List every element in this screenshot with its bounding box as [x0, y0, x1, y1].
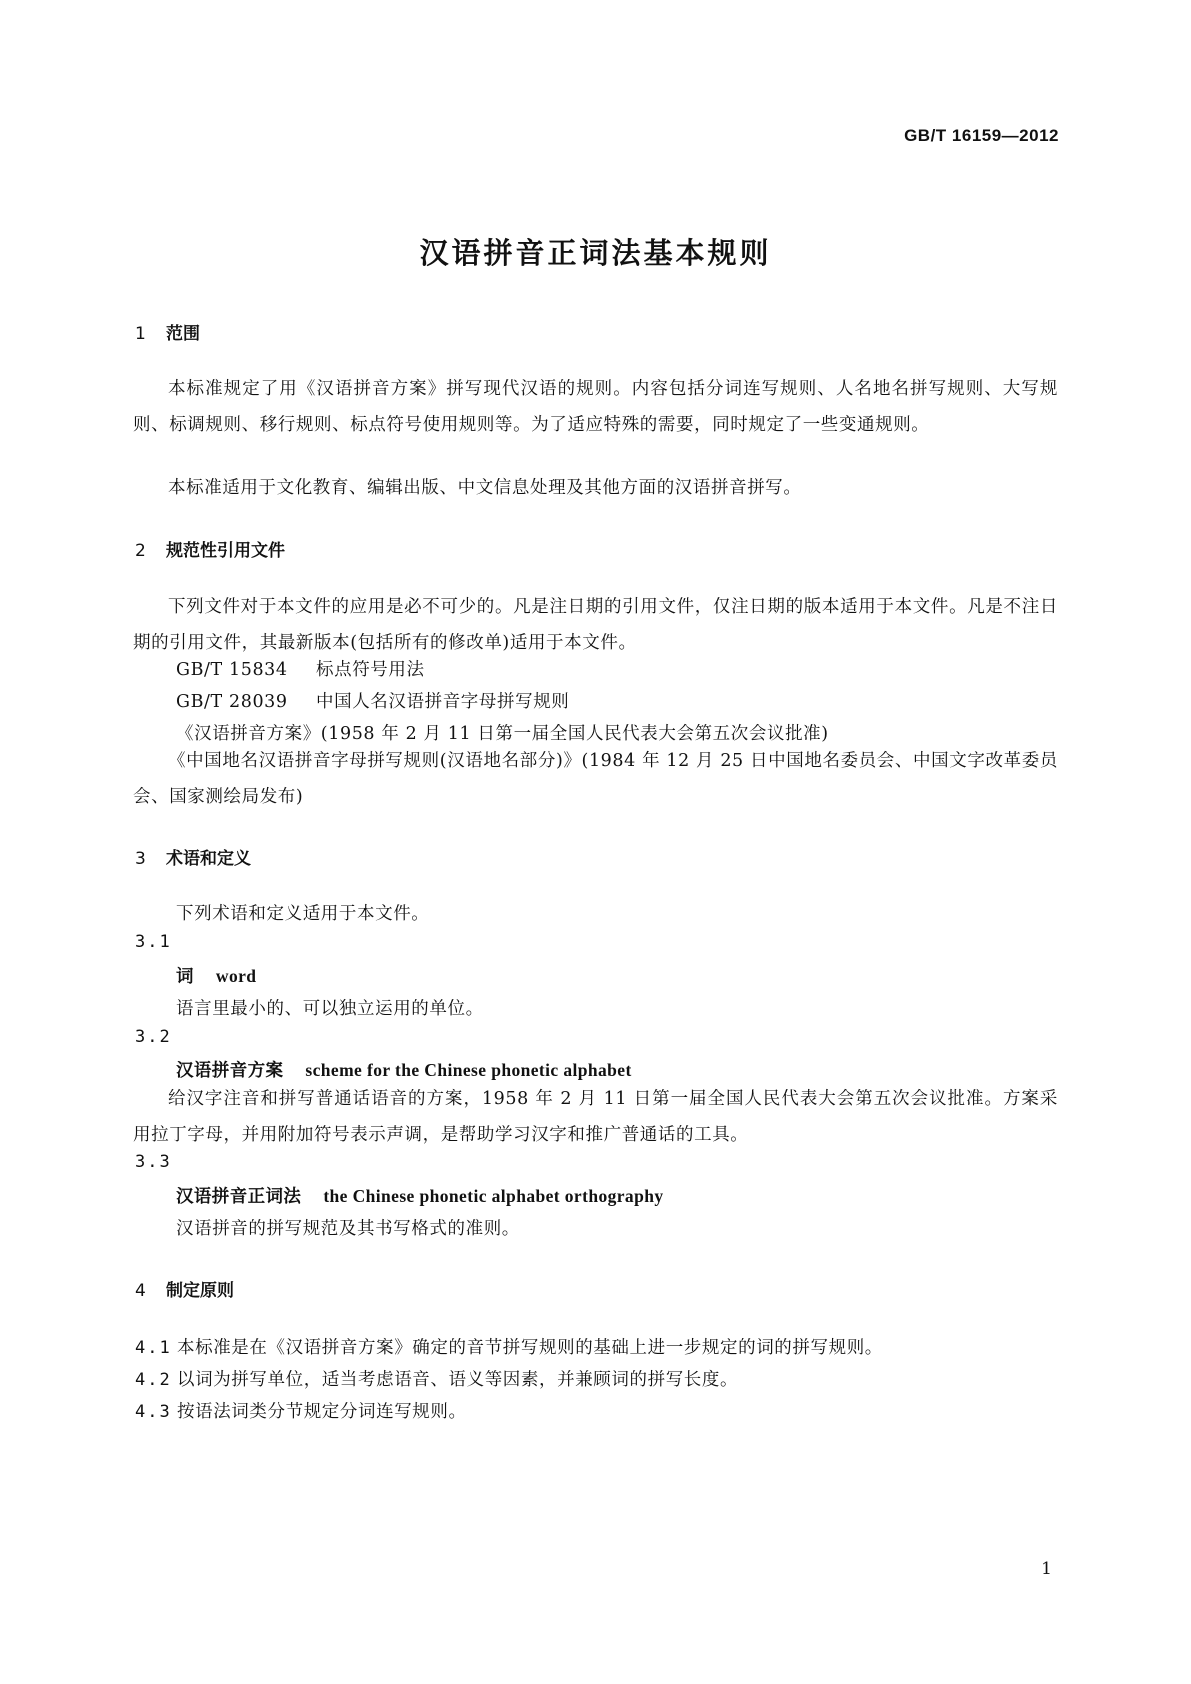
term-en: word	[215, 966, 257, 986]
principle-clause	[135, 1334, 883, 1359]
principle-clause	[135, 1366, 738, 1391]
clause-number: 4.1	[135, 1338, 172, 1358]
section-number: 2	[135, 541, 146, 561]
normative-reference	[176, 688, 569, 713]
section-number: 4	[135, 1281, 146, 1301]
reference-title: 中国人名汉语拼音字母拼写规则	[316, 692, 570, 712]
term-number: 3.1	[135, 932, 172, 952]
normative-reference: 《汉语拼音方案》(1958 年 2 月 11 日第一届全国人民代表大会第五次会议批准)	[176, 724, 829, 744]
section-1-heading	[135, 319, 200, 344]
normative-reference: 《中国地名汉语拼音字母拼写规则(汉语地名部分)》(1984 年 12 月 25 日中国地名委员会、中国文字改革委员会、国家测绘局发布)	[133, 751, 1058, 807]
clause-text: 按语法词类分节规定分词连写规则。	[177, 1402, 467, 1422]
reference-code: GB/T 15834	[176, 660, 288, 680]
term-definition: 汉语拼音的拼写规范及其书写格式的准则。	[176, 1219, 520, 1239]
section-1-paragraph-2: 本标准适用于文化教育、编辑出版、中文信息处理及其他方面的汉语拼音拼写。	[168, 478, 802, 498]
section-title: 规范性引用文件	[166, 541, 285, 561]
clause-text: 本标准是在《汉语拼音方案》确定的音节拼写规则的基础上进一步规定的词的拼写规则。	[177, 1338, 883, 1358]
section-2-paragraph-1: 下列文件对于本文件的应用是必不可少的。凡是注日期的引用文件，仅注日期的版本适用于本文件。凡是不注日期的引用文件，其最新版本(包括所有的修改单)适用于本文件。	[133, 597, 1058, 653]
page-number: 1	[1041, 1559, 1052, 1579]
section-3-intro: 下列术语和定义适用于本文件。	[176, 904, 430, 924]
section-title: 范围	[166, 324, 200, 344]
reference-code: GB/T 28039	[176, 692, 288, 712]
clause-number: 4.2	[135, 1370, 172, 1390]
term-heading	[176, 1057, 632, 1082]
term-zh: 汉语拼音正词法	[176, 1187, 302, 1207]
document-title: 汉语拼音正词法基本规则	[419, 236, 772, 270]
term-en: the Chinese phonetic alphabet orthography	[323, 1186, 664, 1206]
term-definition: 给汉字注音和拼写普通话语音的方案，1958 年 2 月 11 日第一届全国人民代表大会第五次会议批准。方案采用拉丁字母，并用附加符号表示声调，是帮助学习汉字和推广普通话的工具。	[133, 1089, 1058, 1145]
clause-number: 4.3	[135, 1402, 172, 1422]
section-3-heading	[135, 844, 251, 869]
term-number: 3.2	[135, 1027, 172, 1047]
clause-text: 以词为拼写单位，适当考虑语音、语义等因素，并兼顾词的拼写长度。	[177, 1370, 739, 1390]
term-zh: 汉语拼音方案	[176, 1061, 284, 1081]
section-4-heading	[135, 1276, 234, 1301]
principle-clause	[135, 1398, 467, 1423]
section-1-paragraph-1: 本标准规定了用《汉语拼音方案》拼写现代汉语的规则。内容包括分词连写规则、人名地名拼写规则、大写规则、标调规则、移行规则、标点符号使用规则等。为了适应特殊的需要，同时规定了一些变通规则。	[133, 379, 1058, 435]
term-definition: 语言里最小的、可以独立运用的单位。	[176, 999, 484, 1019]
term-heading	[176, 1183, 664, 1208]
section-title: 术语和定义	[166, 849, 251, 869]
term-number: 3.3	[135, 1152, 172, 1172]
normative-reference	[176, 656, 425, 681]
term-en: scheme for the Chinese phonetic alphabet	[305, 1060, 632, 1080]
standard-code: GB/T 16159—2012	[904, 126, 1059, 145]
term-heading	[176, 963, 256, 988]
section-title: 制定原则	[166, 1281, 234, 1301]
reference-title: 标点符号用法	[316, 660, 425, 680]
section-2-heading	[135, 536, 285, 561]
section-number: 1	[135, 324, 146, 344]
term-zh: 词	[176, 967, 194, 987]
section-number: 3	[135, 849, 146, 869]
